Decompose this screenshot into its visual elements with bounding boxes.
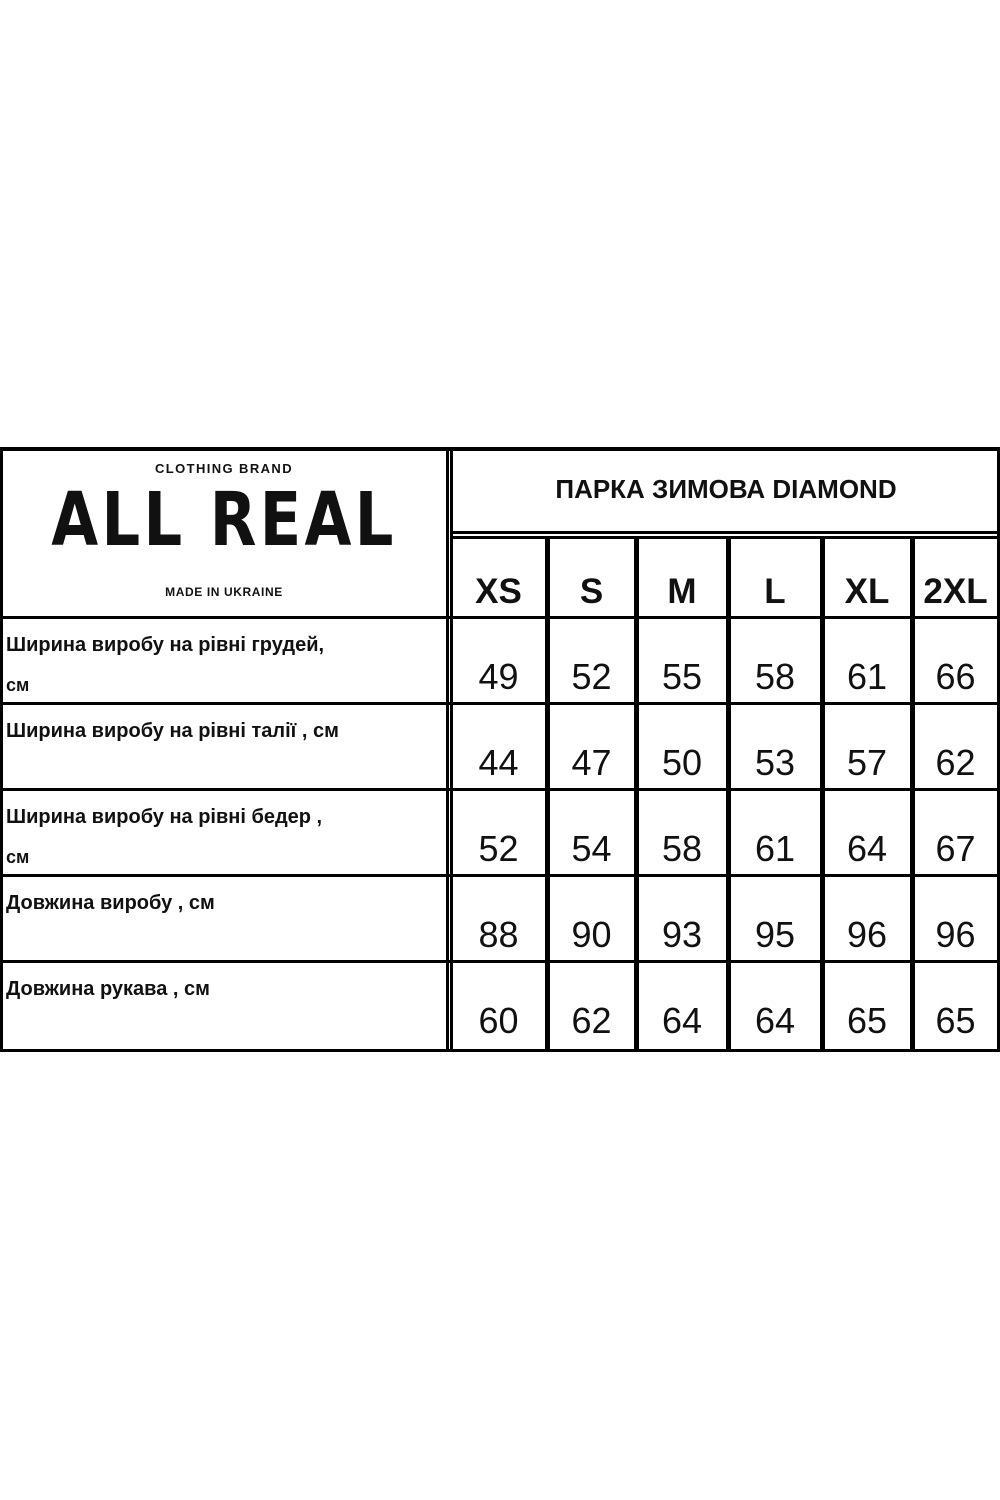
measurement-cell: 93 — [661, 914, 703, 955]
table-border-bottom — [0, 1049, 1000, 1052]
brand-name: ALL REAL — [51, 477, 397, 563]
product-title: ПАРКА ЗИМОВА DIAMOND — [555, 474, 897, 504]
brand-logo — [0, 447, 448, 618]
measurement-cell: 88 — [478, 914, 519, 955]
size-header-2xl: 2XL — [923, 572, 988, 611]
measurement-cell: 50 — [661, 742, 703, 783]
measurement-cell: 52 — [571, 656, 612, 697]
measurement-cell: 58 — [754, 656, 796, 697]
row-label-continuation: см — [6, 675, 30, 695]
size-header-m: M — [667, 572, 697, 611]
measurement-cell: 61 — [846, 656, 888, 697]
measurement-cell: 49 — [478, 656, 519, 697]
measurement-cell: 44 — [478, 742, 519, 783]
row-label: Ширина виробу на рівні грудей, — [6, 634, 325, 656]
row-divider — [0, 960, 1000, 963]
measurement-cell: 90 — [571, 914, 612, 955]
measurement-cell: 57 — [846, 742, 888, 783]
measurement-cell: 60 — [478, 1000, 519, 1041]
measurement-cell: 64 — [661, 1000, 703, 1041]
measurement-cell: 54 — [571, 828, 612, 869]
measurement-cell: 62 — [935, 742, 976, 783]
measurement-cell: 65 — [846, 1000, 888, 1041]
row-label: Ширина виробу на рівні талії , см — [6, 720, 339, 742]
measurement-cell: 62 — [571, 1000, 612, 1041]
row-divider — [0, 788, 1000, 791]
size-header-l: L — [764, 572, 786, 611]
size-header-s: S — [579, 572, 604, 611]
measurement-cell: 96 — [846, 914, 888, 955]
measurement-cell: 64 — [846, 828, 888, 869]
measurement-cell: 96 — [935, 914, 976, 955]
measurement-cell: 65 — [935, 1000, 976, 1041]
size-chart-table — [0, 447, 1000, 1052]
row-label: Довжина виробу , см — [6, 892, 215, 914]
measurement-cell: 55 — [661, 656, 703, 697]
size-header-xs: XS — [475, 572, 522, 611]
row-label-continuation: см — [6, 847, 30, 867]
measurement-cell: 67 — [935, 828, 976, 869]
measurement-cell: 47 — [571, 742, 612, 783]
measurement-cell: 58 — [661, 828, 703, 869]
measurement-cell: 61 — [754, 828, 796, 869]
measurement-cell: 52 — [478, 828, 519, 869]
measurement-cell: 95 — [754, 914, 796, 955]
brand-tagline-top: CLOTHING BRAND — [154, 461, 294, 476]
measurement-cell: 64 — [754, 1000, 796, 1041]
row-label: Довжина рукава , см — [6, 978, 210, 1000]
row-label: Ширина виробу на рівні бедер , — [6, 806, 323, 828]
measurement-cell: 66 — [935, 656, 976, 697]
size-header-xl: XL — [844, 572, 890, 611]
table-border-top — [0, 447, 1000, 451]
title-divider — [450, 531, 1000, 534]
brand-tagline-bottom: MADE IN UKRAINE — [165, 585, 283, 599]
measurement-cell: 53 — [754, 742, 796, 783]
